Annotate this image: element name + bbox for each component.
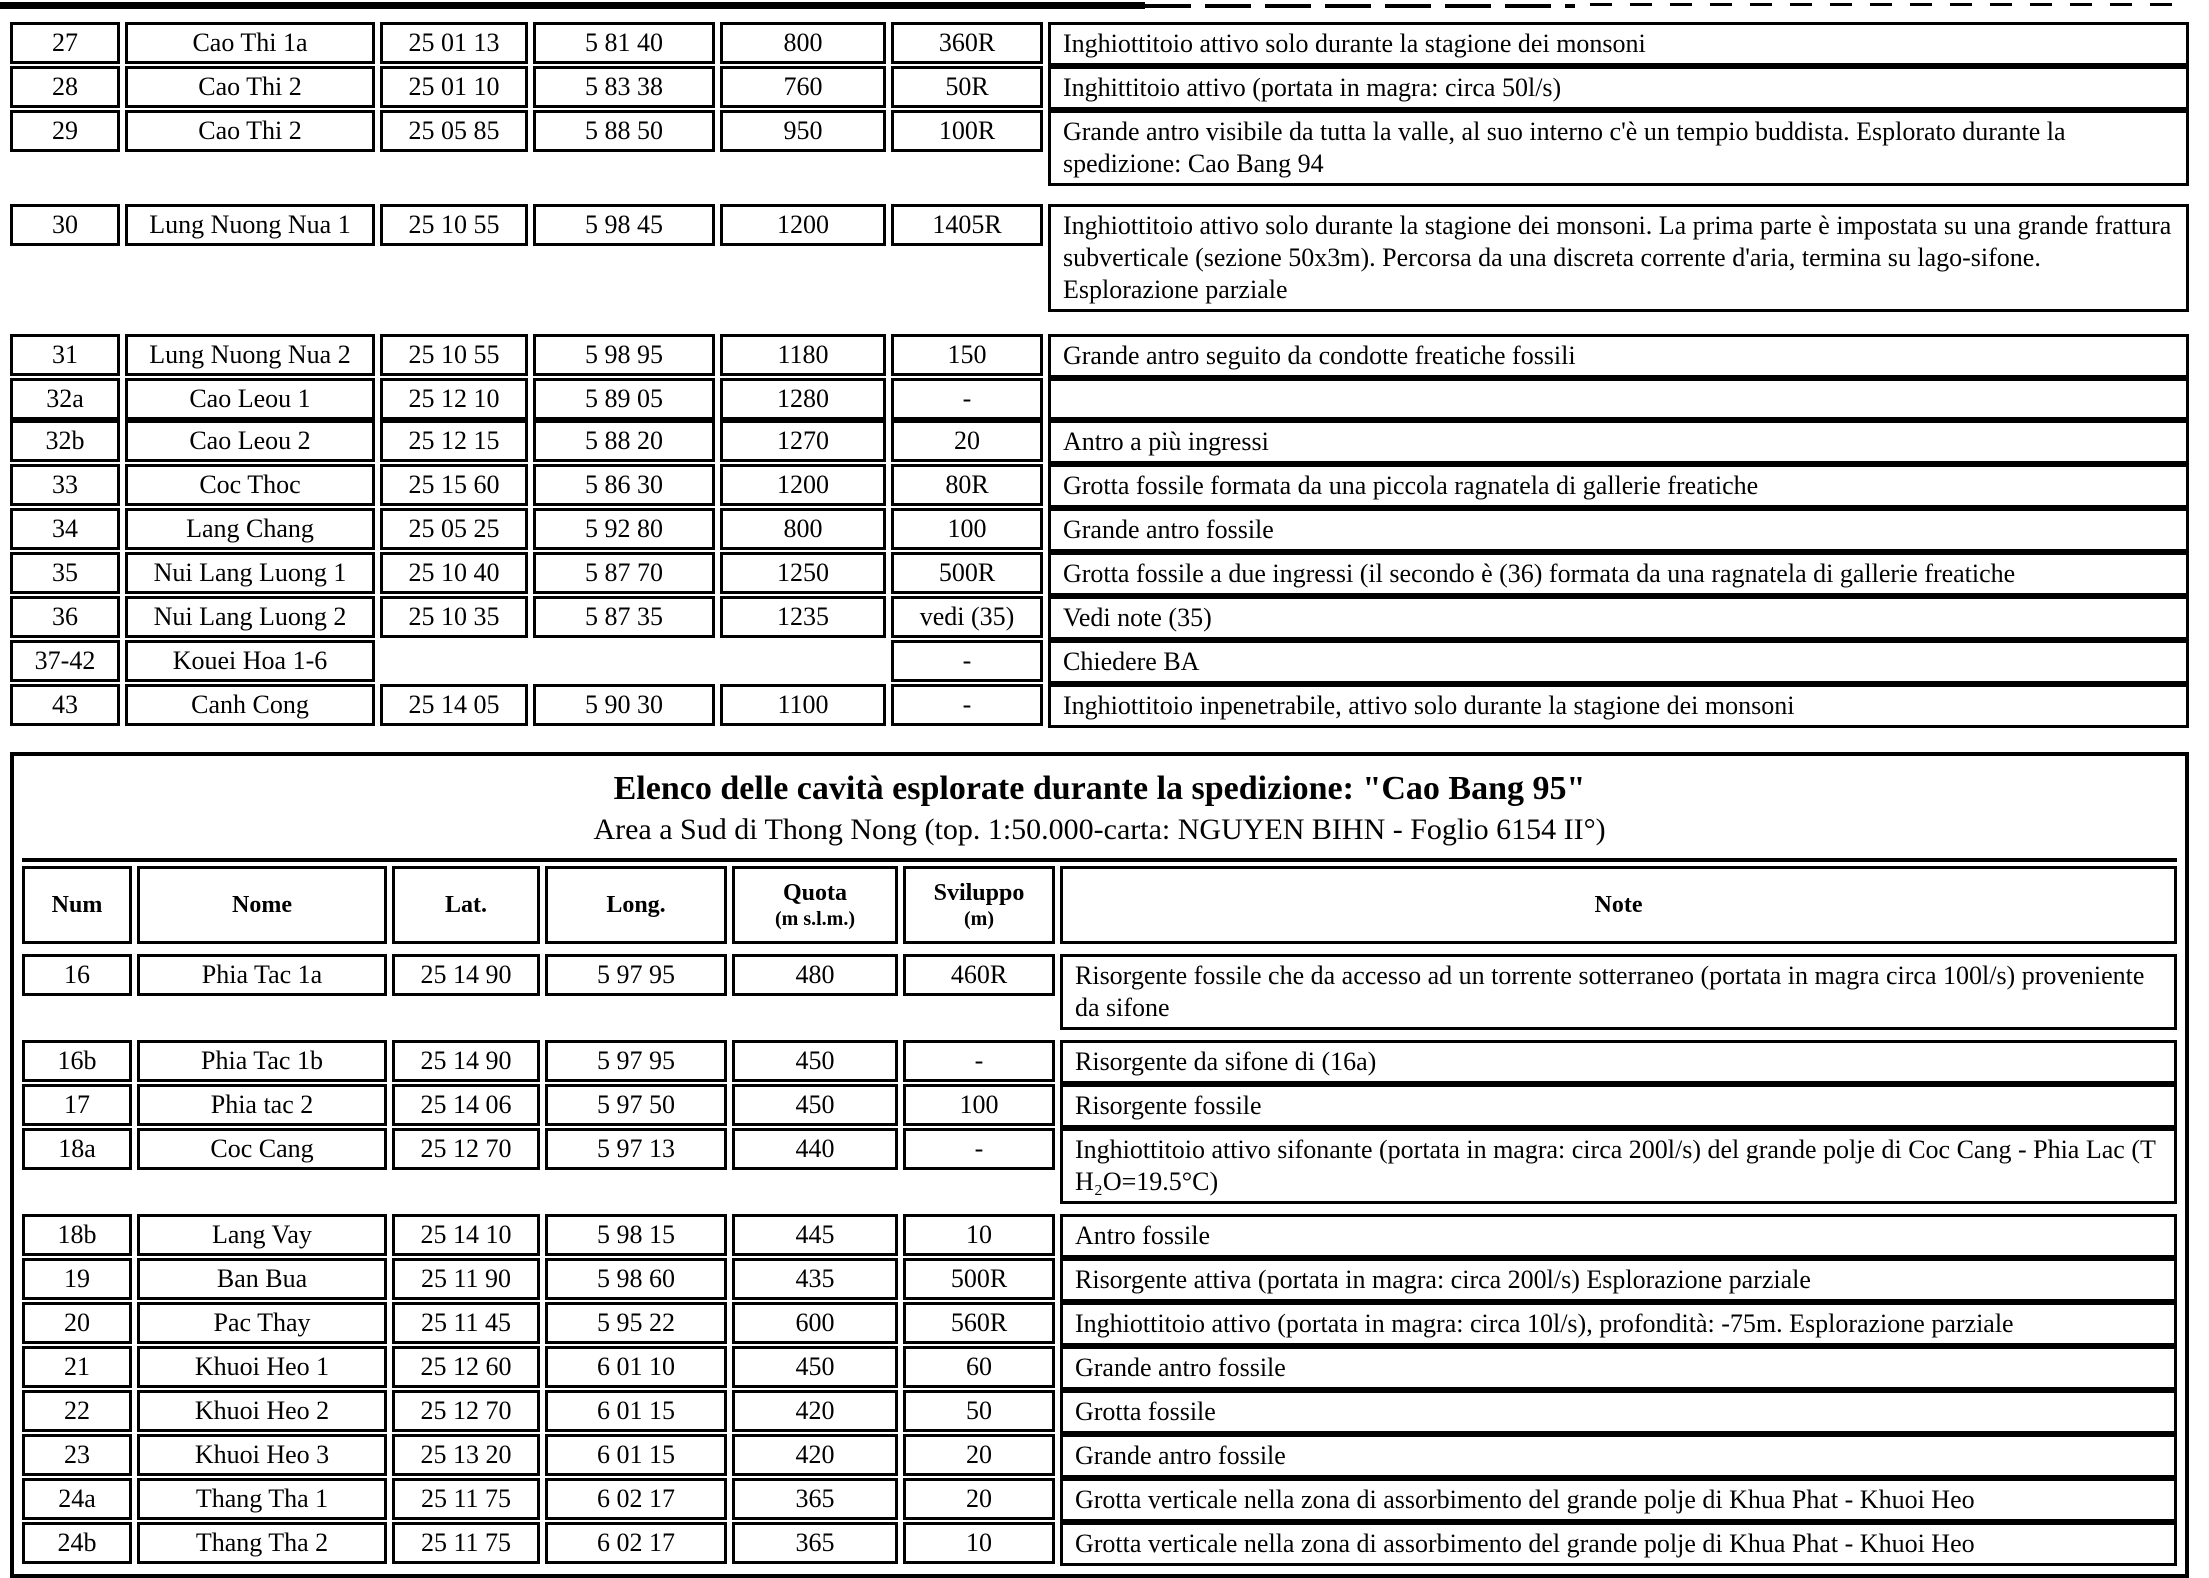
table-cao-bang-94 — [10, 22, 2189, 728]
num-cell: 17 — [22, 1084, 132, 1126]
name-cell: Coc Cang — [137, 1128, 387, 1170]
elevation-cell — [720, 640, 886, 682]
name-cell: Lang Chang — [125, 508, 375, 550]
name-cell: Thang Tha 1 — [137, 1478, 387, 1520]
note-cell: Grotta verticale nella zona di assorbimento del grande polje di Khua Phat - Khuoi Heo — [1060, 1478, 2177, 1522]
col-header-sviluppo-unit: (m) — [964, 907, 994, 930]
table-row — [10, 684, 2189, 728]
long-cell: 6 01 15 — [545, 1434, 727, 1476]
table-subtitle: Area a Sud di Thong Nong (top. 1:50.000-carta: NGUYEN BIHN - Foglio 6154 II°) — [593, 813, 1606, 846]
note-cell: Grande antro fossile — [1060, 1434, 2177, 1478]
name-cell: Lung Nuong Nua 1 — [125, 204, 375, 246]
name-cell: Lang Vay — [137, 1214, 387, 1256]
long-cell: 6 01 10 — [545, 1346, 727, 1388]
elevation-cell: 365 — [732, 1522, 898, 1564]
note-cell: Chiedere BA — [1048, 640, 2189, 684]
elevation-cell: 760 — [720, 66, 886, 108]
table-row — [10, 508, 2189, 552]
name-cell: Phia Tac 1a — [137, 954, 387, 996]
table-row — [10, 552, 2189, 596]
note-cell: Grotta fossile a due ingressi (il secondo è (36) formata da una ragnatela di gallerie freatiche — [1048, 552, 2189, 596]
note-cell: Grotta fossile — [1060, 1390, 2177, 1434]
development-cell: 560R — [903, 1302, 1055, 1344]
note-cell: Risorgente attiva (portata in magra: circa 200l/s) Esplorazione parziale — [1060, 1258, 2177, 1302]
col-header-note — [1060, 866, 2177, 944]
note-cell: Vedi note (35) — [1048, 596, 2189, 640]
long-cell: 5 83 38 — [533, 66, 715, 108]
note-cell: Antro fossile — [1060, 1214, 2177, 1258]
num-cell: 29 — [10, 110, 120, 152]
development-cell: 50R — [891, 66, 1043, 108]
lat-cell: 25 05 85 — [380, 110, 528, 152]
col-header-quota-label: Quota — [782, 879, 847, 906]
lat-cell: 25 14 90 — [392, 1040, 540, 1082]
long-cell: 5 88 50 — [533, 110, 715, 152]
col-header-long-label: Long. — [606, 891, 666, 918]
num-cell: 18a — [22, 1128, 132, 1170]
table-row — [10, 334, 2189, 378]
note-cell: Risorgente fossile — [1060, 1084, 2177, 1128]
col-header-lat — [392, 866, 540, 944]
name-cell: Khuoi Heo 1 — [137, 1346, 387, 1388]
development-cell: - — [903, 1128, 1055, 1170]
table-row — [22, 1258, 2177, 1302]
table-cao-bang-95 — [10, 752, 2189, 1578]
name-cell: Coc Thoc — [125, 464, 375, 506]
table-row — [10, 420, 2189, 464]
col-header-num-label: Num — [51, 891, 103, 918]
elevation-cell: 450 — [732, 1084, 898, 1126]
name-cell: Cao Leou 1 — [125, 378, 375, 420]
long-cell: 5 97 95 — [545, 954, 727, 996]
lat-cell: 25 01 13 — [380, 22, 528, 64]
note-cell: Inghiottitoio attivo solo durante la stagione dei monsoni. La prima parte è impostata su una grande frattura subverticale (sezione 50x3m). Percorsa da una discreta corrente d'aria, termina su lago-sifone. Esplorazione parziale — [1048, 204, 2189, 312]
name-cell: Phia Tac 1b — [137, 1040, 387, 1082]
elevation-cell: 1270 — [720, 420, 886, 462]
development-cell: - — [891, 378, 1043, 420]
table-title-block — [22, 760, 2177, 862]
num-cell: 32a — [10, 378, 120, 420]
num-cell: 19 — [22, 1258, 132, 1300]
name-cell: Kouei Hoa 1-6 — [125, 640, 375, 682]
long-cell: 5 98 15 — [545, 1214, 727, 1256]
long-cell: 5 86 30 — [533, 464, 715, 506]
elevation-cell: 1180 — [720, 334, 886, 376]
note-cell: Grande antro visibile da tutta la valle, al suo interno c'è un tempio buddista. Esplorato durante la spedizione: Cao Bang 94 — [1048, 110, 2189, 186]
lat-cell: 25 14 06 — [392, 1084, 540, 1126]
note-cell: Grotta fossile formata da una piccola ragnatela di gallerie freatiche — [1048, 464, 2189, 508]
name-cell: Khuoi Heo 2 — [137, 1390, 387, 1432]
num-cell: 43 — [10, 684, 120, 726]
num-cell: 22 — [22, 1390, 132, 1432]
lat-cell: 25 11 45 — [392, 1302, 540, 1344]
long-cell: 5 90 30 — [533, 684, 715, 726]
lat-cell: 25 12 15 — [380, 420, 528, 462]
development-cell: 20 — [903, 1478, 1055, 1520]
lat-cell: 25 12 60 — [392, 1346, 540, 1388]
table-row — [10, 640, 2189, 684]
long-cell: 5 87 35 — [533, 596, 715, 638]
name-cell: Canh Cong — [125, 684, 375, 726]
development-cell: 100R — [891, 110, 1043, 152]
table-row — [22, 1522, 2177, 1566]
name-cell: Nui Lang Luong 2 — [125, 596, 375, 638]
lat-cell: 25 10 55 — [380, 334, 528, 376]
num-cell: 18b — [22, 1214, 132, 1256]
long-cell: 5 95 22 — [545, 1302, 727, 1344]
table-row — [22, 1040, 2177, 1084]
development-cell: 80R — [891, 464, 1043, 506]
elevation-cell: 800 — [720, 22, 886, 64]
table-row — [22, 954, 2177, 1030]
lat-cell: 25 10 40 — [380, 552, 528, 594]
table-row — [22, 1390, 2177, 1434]
development-cell: 10 — [903, 1214, 1055, 1256]
development-cell: - — [891, 684, 1043, 726]
long-cell: 5 89 05 — [533, 378, 715, 420]
num-cell: 31 — [10, 334, 120, 376]
num-cell: 21 — [22, 1346, 132, 1388]
name-cell: Cao Leou 2 — [125, 420, 375, 462]
long-cell: 5 81 40 — [533, 22, 715, 64]
num-cell: 16b — [22, 1040, 132, 1082]
table-title: Elenco delle cavità esplorate durante la spedizione: "Cao Bang 95" — [613, 770, 1586, 807]
num-cell: 24a — [22, 1478, 132, 1520]
table-header-row — [22, 866, 2177, 944]
table-block-row-16 — [22, 954, 2177, 1030]
development-cell: 100 — [891, 508, 1043, 550]
lat-cell: 25 12 70 — [392, 1390, 540, 1432]
long-cell: 5 98 95 — [533, 334, 715, 376]
development-cell: 500R — [903, 1258, 1055, 1300]
development-cell: 10 — [903, 1522, 1055, 1564]
num-cell: 24b — [22, 1522, 132, 1564]
num-cell: 16 — [22, 954, 132, 996]
elevation-cell: 445 — [732, 1214, 898, 1256]
num-cell: 23 — [22, 1434, 132, 1476]
long-cell: 5 92 80 — [533, 508, 715, 550]
note-cell: Inghiottitoio inpenetrabile, attivo solo durante la stagione dei monsoni — [1048, 684, 2189, 728]
num-cell: 27 — [10, 22, 120, 64]
elevation-cell: 440 — [732, 1128, 898, 1170]
long-cell: 5 97 50 — [545, 1084, 727, 1126]
col-header-num — [22, 866, 132, 944]
table-row — [10, 22, 2189, 66]
table-row — [22, 1214, 2177, 1258]
name-cell: Ban Bua — [137, 1258, 387, 1300]
lat-cell: 25 15 60 — [380, 464, 528, 506]
elevation-cell: 950 — [720, 110, 886, 152]
col-header-note-label: Note — [1594, 891, 1643, 918]
name-cell: Cao Thi 1a — [125, 22, 375, 64]
lat-cell: 25 10 35 — [380, 596, 528, 638]
long-cell: 6 02 17 — [545, 1478, 727, 1520]
col-header-quota — [732, 866, 898, 944]
table-row — [10, 204, 2189, 312]
elevation-cell: 420 — [732, 1434, 898, 1476]
note-cell: Grande antro fossile — [1060, 1346, 2177, 1390]
table-row — [10, 110, 2189, 186]
table-block-rows-27-29 — [10, 22, 2189, 186]
lat-cell: 25 14 05 — [380, 684, 528, 726]
development-cell: 60 — [903, 1346, 1055, 1388]
name-cell: Cao Thi 2 — [125, 66, 375, 108]
development-cell: 20 — [891, 420, 1043, 462]
num-cell: 35 — [10, 552, 120, 594]
lat-cell — [380, 640, 528, 682]
col-header-quota-unit: (m s.l.m.) — [775, 907, 855, 930]
elevation-cell: 600 — [732, 1302, 898, 1344]
table-row — [22, 1478, 2177, 1522]
lat-cell: 25 12 70 — [392, 1128, 540, 1170]
long-cell: 5 98 60 — [545, 1258, 727, 1300]
num-cell: 34 — [10, 508, 120, 550]
name-cell: Khuoi Heo 3 — [137, 1434, 387, 1476]
note-cell: Inghiottitoio attivo (portata in magra: circa 10l/s), profondità: -75m. Esplorazione parziale — [1060, 1302, 2177, 1346]
development-cell: 1405R — [891, 204, 1043, 246]
elevation-cell: 435 — [732, 1258, 898, 1300]
lat-cell: 25 14 10 — [392, 1214, 540, 1256]
scan-edge-artifact — [1145, 4, 1575, 8]
table-row — [10, 378, 2189, 420]
name-cell: Lung Nuong Nua 2 — [125, 334, 375, 376]
num-cell: 32b — [10, 420, 120, 462]
table-row — [10, 464, 2189, 508]
elevation-cell: 1100 — [720, 684, 886, 726]
note-cell: Grande antro fossile — [1048, 508, 2189, 552]
num-cell: 20 — [22, 1302, 132, 1344]
note-cell: Risorgente fossile che da accesso ad un torrente sotterraneo (portata in magra circa 100l/s) proveniente da sifone — [1060, 954, 2177, 1030]
num-cell: 28 — [10, 66, 120, 108]
elevation-cell: 1200 — [720, 464, 886, 506]
lat-cell: 25 01 10 — [380, 66, 528, 108]
elevation-cell: 420 — [732, 1390, 898, 1432]
note-cell: Grotta verticale nella zona di assorbimento del grande polje di Khua Phat - Khuoi Heo — [1060, 1522, 2177, 1566]
long-cell: 5 88 20 — [533, 420, 715, 462]
elevation-cell: 365 — [732, 1478, 898, 1520]
col-header-long — [545, 866, 727, 944]
note-cell: Inghittitoio attivo (portata in magra: circa 50l/s) — [1048, 66, 2189, 110]
table-row — [22, 1128, 2177, 1204]
long-cell: 5 98 45 — [533, 204, 715, 246]
lat-cell: 25 11 90 — [392, 1258, 540, 1300]
development-cell: - — [903, 1040, 1055, 1082]
development-cell: 100 — [903, 1084, 1055, 1126]
table-block-row-30 — [10, 204, 2189, 312]
development-cell: - — [891, 640, 1043, 682]
development-cell: 460R — [903, 954, 1055, 996]
elevation-cell: 450 — [732, 1040, 898, 1082]
num-cell: 33 — [10, 464, 120, 506]
scan-edge-artifact — [0, 2, 1145, 9]
name-cell: Cao Thi 2 — [125, 110, 375, 152]
table-row — [22, 1434, 2177, 1478]
lat-cell: 25 10 55 — [380, 204, 528, 246]
col-header-sviluppo-label: Sviluppo — [933, 879, 1025, 906]
table-block-rows-31-43 — [10, 334, 2189, 728]
lat-cell: 25 14 90 — [392, 954, 540, 996]
table-row — [22, 1302, 2177, 1346]
note-cell: Grande antro seguito da condotte freatiche fossili — [1048, 334, 2189, 378]
elevation-cell: 1200 — [720, 204, 886, 246]
lat-cell: 25 05 25 — [380, 508, 528, 550]
col-header-lat-label: Lat. — [445, 891, 487, 918]
elevation-cell: 1250 — [720, 552, 886, 594]
note-cell: Antro a più ingressi — [1048, 420, 2189, 464]
col-header-nome-label: Nome — [232, 891, 292, 918]
table-row — [10, 66, 2189, 110]
lat-cell: 25 11 75 — [392, 1522, 540, 1564]
long-cell: 6 02 17 — [545, 1522, 727, 1564]
table-row — [10, 596, 2189, 640]
development-cell: 50 — [903, 1390, 1055, 1432]
num-cell: 30 — [10, 204, 120, 246]
elevation-cell: 800 — [720, 508, 886, 550]
lat-cell: 25 11 75 — [392, 1478, 540, 1520]
long-cell — [533, 640, 715, 682]
lat-cell: 25 13 20 — [392, 1434, 540, 1476]
name-cell: Phia tac 2 — [137, 1084, 387, 1126]
elevation-cell: 1235 — [720, 596, 886, 638]
name-cell: Nui Lang Luong 1 — [125, 552, 375, 594]
name-cell: Pac Thay — [137, 1302, 387, 1344]
table-block-rows-16b-18a — [22, 1040, 2177, 1204]
elevation-cell: 480 — [732, 954, 898, 996]
lat-cell: 25 12 10 — [380, 378, 528, 420]
col-header-sviluppo — [903, 866, 1055, 944]
name-cell: Thang Tha 2 — [137, 1522, 387, 1564]
scan-edge-artifact — [1590, 3, 2190, 6]
elevation-cell: 1280 — [720, 378, 886, 420]
note-cell — [1048, 378, 2189, 420]
table-row — [22, 1346, 2177, 1390]
development-cell: 500R — [891, 552, 1043, 594]
note-cell: Inghiottitoio attivo solo durante la stagione dei monsoni — [1048, 22, 2189, 66]
development-cell: 360R — [891, 22, 1043, 64]
num-cell: 37-42 — [10, 640, 120, 682]
table-row — [22, 1084, 2177, 1128]
table-block-rows-18b-24b — [22, 1214, 2177, 1566]
development-cell: 150 — [891, 334, 1043, 376]
development-cell: vedi (35) — [891, 596, 1043, 638]
long-cell: 5 97 13 — [545, 1128, 727, 1170]
note-cell: Inghiottitoio attivo sifonante (portata in magra: circa 200l/s) del grande polje di Coc Cang - Phia Lac (T H₂O=19.5°C) — [1060, 1128, 2177, 1204]
num-cell: 36 — [10, 596, 120, 638]
note-cell: Risorgente da sifone di (16a) — [1060, 1040, 2177, 1084]
long-cell: 6 01 15 — [545, 1390, 727, 1432]
development-cell: 20 — [903, 1434, 1055, 1476]
col-header-nome — [137, 866, 387, 944]
elevation-cell: 450 — [732, 1346, 898, 1388]
long-cell: 5 87 70 — [533, 552, 715, 594]
long-cell: 5 97 95 — [545, 1040, 727, 1082]
